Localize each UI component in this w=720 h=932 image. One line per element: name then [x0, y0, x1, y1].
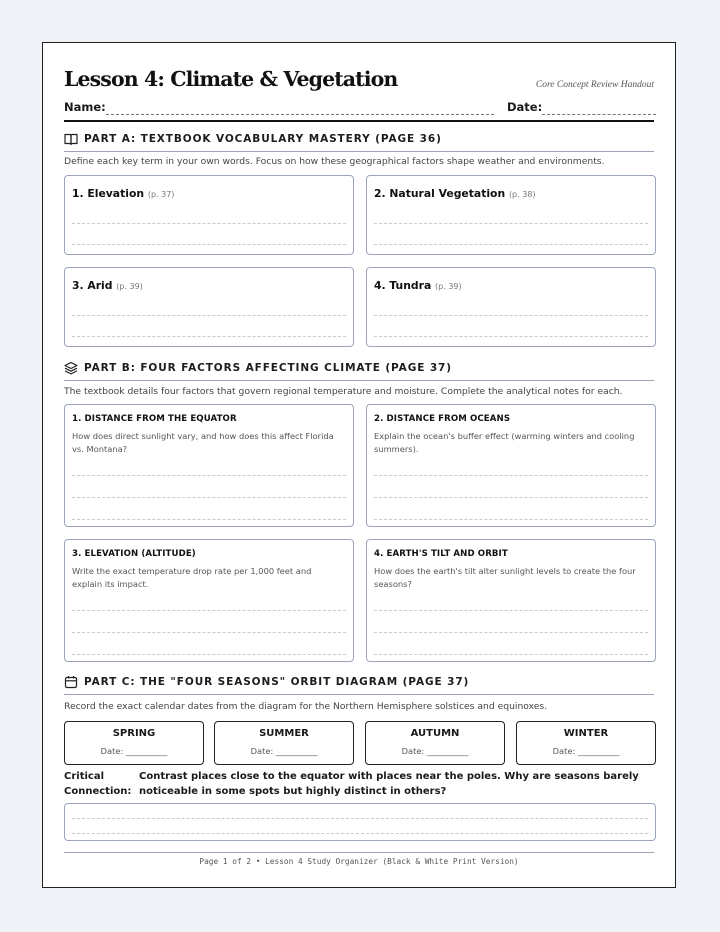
- writing-line: [72, 833, 648, 834]
- vocab-box-tundra[interactable]: [366, 267, 656, 347]
- writing-line: [374, 244, 648, 245]
- part-b-description: The textbook details four factors that govern regional temperature and moisture. Complete the analytical notes for each.: [64, 386, 623, 397]
- writing-line: [72, 632, 346, 633]
- critical-connection-prompt: Contrast places close to the equator with places near the poles. Why are seasons barely noticeable in some spots but highly distinct in others?: [139, 771, 639, 797]
- critical-connection-answer-box[interactable]: [64, 803, 656, 841]
- writing-line: [72, 223, 346, 224]
- date-field[interactable]: [542, 114, 656, 115]
- vocab-term: [374, 279, 462, 292]
- vocab-term-label: 4. Tundra: [374, 279, 432, 292]
- factor-title: 1. DISTANCE FROM THE EQUATOR: [72, 414, 237, 424]
- season-date-field[interactable]: Date: __________: [401, 746, 469, 756]
- part-b-heading: PART B: FOUR FACTORS AFFECTING CLIMATE (PAGE 37): [84, 362, 452, 374]
- vocab-term-label: 3. Arid: [72, 279, 113, 292]
- season-date-field[interactable]: Date: __________: [552, 746, 620, 756]
- writing-line: [374, 654, 648, 655]
- factor-title: 4. EARTH'S TILT AND ORBIT: [374, 549, 508, 559]
- header-divider: [64, 120, 654, 122]
- layers-icon: [64, 361, 78, 375]
- worksheet-page: [42, 42, 676, 888]
- part-c-heading: PART C: THE "FOUR SEASONS" ORBIT DIAGRAM (PAGE 37): [84, 676, 470, 688]
- writing-line: [374, 519, 648, 520]
- factor-box-oceans[interactable]: [366, 404, 656, 527]
- factor-box-equator[interactable]: [64, 404, 354, 527]
- vocab-term-page: (p. 37): [147, 190, 175, 199]
- writing-line: [374, 223, 648, 224]
- open-book-icon: [64, 132, 78, 146]
- vocab-term: [374, 187, 536, 200]
- writing-line: [374, 497, 648, 498]
- writing-line: [72, 519, 346, 520]
- season-date-field[interactable]: Date: __________: [250, 746, 318, 756]
- vocab-term-page: (p. 38): [508, 190, 536, 199]
- writing-line: [374, 475, 648, 476]
- part-a-header: [64, 131, 654, 152]
- part-c-description: Record the exact calendar dates from the diagram for the Northern Hemisphere solstices and equinoxes.: [64, 701, 548, 712]
- season-name: SPRING: [112, 728, 156, 739]
- worksheet-content: [64, 43, 654, 887]
- vocab-box-natural-vegetation[interactable]: [366, 175, 656, 255]
- part-a-description: Define each key term in your own words. Focus on how these geographical factors shape weather and environments.: [64, 156, 605, 167]
- season-box-winter[interactable]: [516, 721, 656, 765]
- factor-question: How does the earth's tilt alter sunlight levels to create the four seasons?: [374, 566, 636, 589]
- season-box-autumn[interactable]: [365, 721, 505, 765]
- writing-line: [374, 315, 648, 316]
- writing-line: [72, 244, 346, 245]
- page-footer: Page 1 of 2 • Lesson 4 Study Organizer (Black & White Print Version): [199, 857, 519, 866]
- writing-line: [72, 336, 346, 337]
- writing-line: [72, 610, 346, 611]
- vocab-box-elevation[interactable]: [64, 175, 354, 255]
- writing-line: [374, 336, 648, 337]
- vocab-term-label: 2. Natural Vegetation: [374, 187, 506, 200]
- writing-line: [72, 818, 648, 819]
- part-b-header: [64, 360, 654, 381]
- vocab-term-label: 1. Elevation: [72, 187, 145, 200]
- season-name: WINTER: [563, 728, 609, 739]
- factor-box-tilt-orbit[interactable]: [366, 539, 656, 662]
- writing-line: [72, 654, 346, 655]
- factor-box-elevation[interactable]: [64, 539, 354, 662]
- name-field[interactable]: [106, 114, 494, 115]
- vocab-box-arid[interactable]: [64, 267, 354, 347]
- footer-divider: [64, 852, 654, 853]
- name-label: Name:: [64, 100, 106, 114]
- season-name: SUMMER: [259, 728, 309, 739]
- vocab-term-page: (p. 39): [116, 282, 143, 291]
- factor-question: How does direct sunlight vary, and how does this affect Florida vs. Montana?: [72, 431, 334, 454]
- writing-line: [72, 315, 346, 316]
- writing-line: [72, 475, 346, 476]
- part-a-heading: PART A: TEXTBOOK VOCABULARY MASTERY (PAGE 36): [84, 133, 442, 145]
- calendar-icon: [64, 675, 78, 689]
- date-label: Date:: [507, 100, 543, 114]
- writing-line: [374, 632, 648, 633]
- factor-question: Explain the ocean's buffer effect (warming winters and cooling summers).: [374, 431, 635, 454]
- part-c-header: [64, 674, 654, 695]
- vocab-term: [72, 187, 174, 200]
- writing-line: [72, 497, 346, 498]
- season-box-summer[interactable]: [214, 721, 354, 765]
- factor-question: Write the exact temperature drop rate per 1,000 feet and explain its impact.: [72, 566, 312, 589]
- vocab-term: [72, 279, 143, 292]
- critical-connection-label: Critical Connection:: [64, 771, 132, 797]
- season-box-spring[interactable]: [64, 721, 204, 765]
- season-date-field[interactable]: Date: __________: [100, 746, 168, 756]
- season-name: AUTUMN: [410, 728, 460, 739]
- factor-title: 3. ELEVATION (ALTITUDE): [72, 549, 196, 559]
- page-title: Lesson 4: Climate & Vegetation: [64, 67, 398, 91]
- vocab-term-page: (p. 39): [435, 282, 462, 291]
- factor-title: 2. DISTANCE FROM OCEANS: [374, 414, 511, 424]
- name-date-line: [64, 99, 654, 117]
- page-subtitle: Core Concept Review Handout: [535, 80, 654, 90]
- writing-line: [374, 610, 648, 611]
